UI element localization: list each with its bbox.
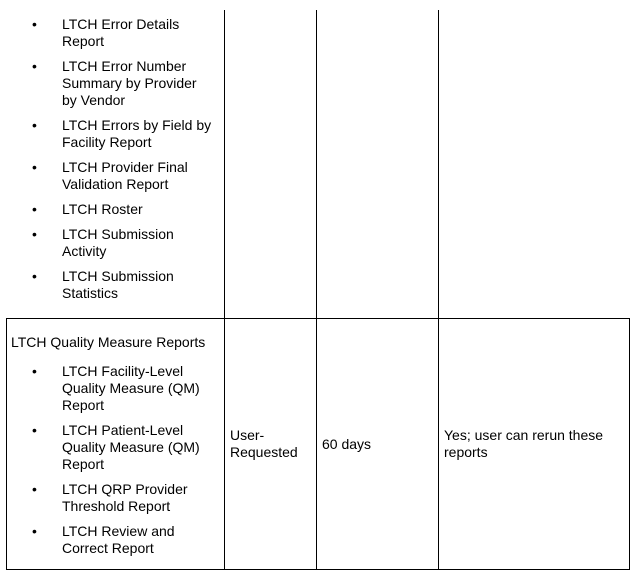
bullet-icon: • [32, 201, 37, 217]
list-item: • LTCH Review and Correct Report [32, 523, 175, 556]
list-item: • LTCH Roster [32, 201, 143, 217]
column-divider-2 [316, 10, 317, 570]
bullet-icon: • [32, 58, 37, 74]
bullet-icon: • [32, 159, 37, 175]
report-list-quality [6, 363, 212, 565]
bullet-icon: • [32, 422, 37, 438]
list-item: • LTCH Errors by Field by Facility Report [32, 117, 212, 150]
table-border-bottom [6, 569, 630, 570]
column-divider-3 [438, 10, 439, 570]
report-list-top [6, 16, 212, 310]
list-item: • LTCH Error Details Report [32, 16, 180, 49]
bullet-icon: • [32, 481, 37, 497]
bullet-icon: • [32, 117, 37, 133]
table-border-right [629, 318, 630, 570]
bullet-icon: • [32, 268, 37, 284]
run-type-cell: User-Requested [230, 427, 298, 460]
list-item: • LTCH Submission Statistics [32, 268, 174, 301]
list-item: • LTCH Error Number Summary by Provider by Vendor [32, 58, 197, 108]
list-item: • LTCH QRP Provider Threshold Report [32, 481, 188, 514]
rerun-cell: Yes; user can rerun these reports [444, 427, 604, 460]
bullet-icon: • [32, 226, 37, 242]
bullet-icon: • [32, 16, 37, 32]
retention-cell: 60 days [322, 436, 372, 452]
column-divider-1 [224, 10, 225, 570]
section-heading: LTCH Quality Measure Reports [11, 334, 206, 350]
list-item: • LTCH Facility-Level Quality Measure (QM) Report [32, 363, 200, 413]
bullet-icon: • [32, 523, 37, 539]
bullet-icon: • [32, 363, 37, 379]
row-divider [6, 318, 630, 319]
list-item: • LTCH Patient-Level Quality Measure (QM) Report [32, 422, 200, 472]
list-item: • LTCH Provider Final Validation Report [32, 159, 188, 192]
list-item: • LTCH Submission Activity [32, 226, 174, 259]
